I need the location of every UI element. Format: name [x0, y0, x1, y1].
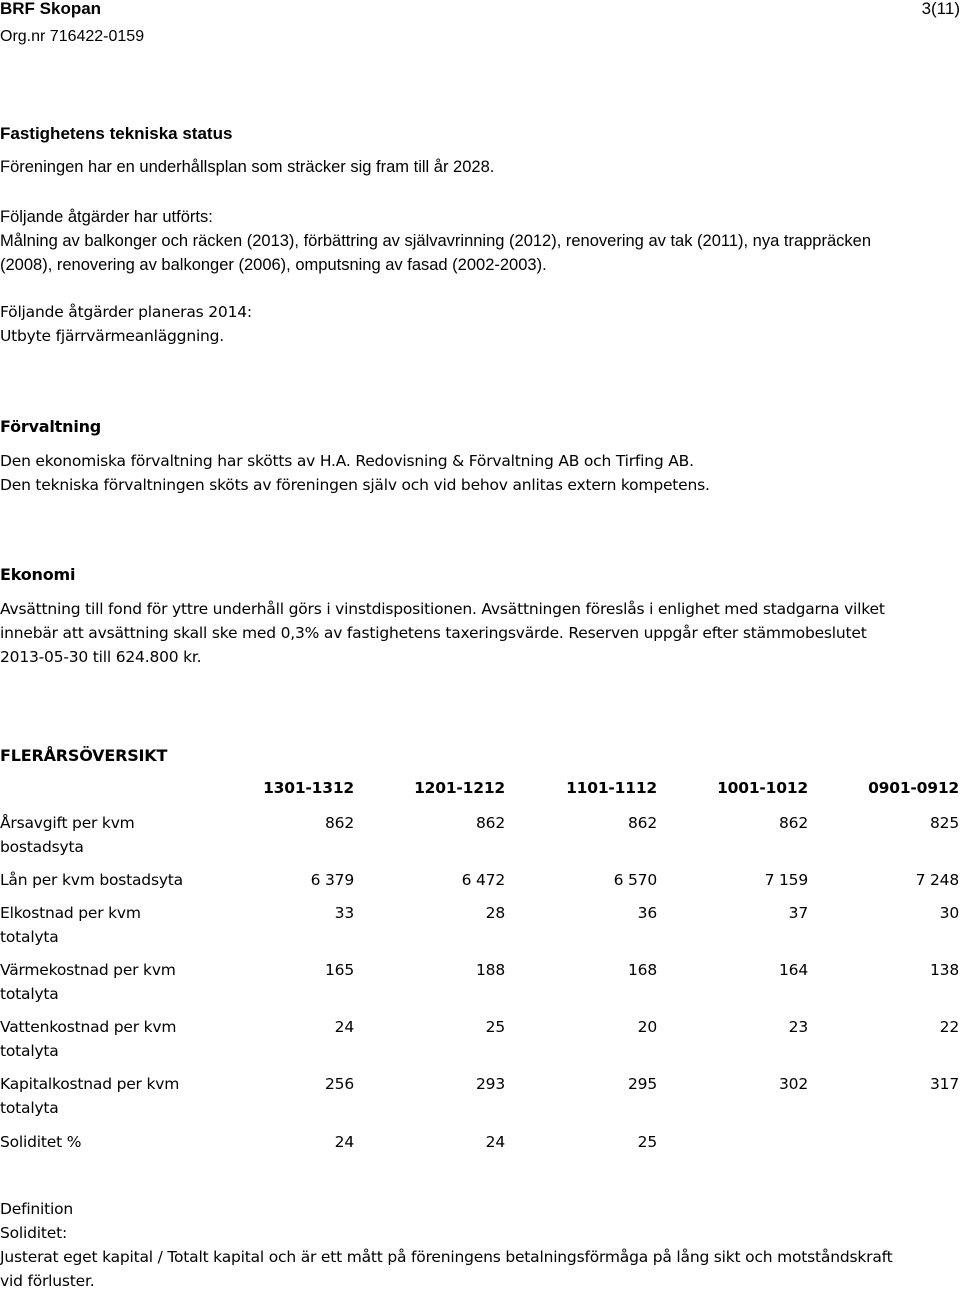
- section-heading-technical-status: Fastighetens tekniska status: [0, 124, 233, 143]
- table-cell: 24: [334, 1133, 354, 1151]
- definition-block: [0, 1197, 960, 1293]
- maintenance-plan-text: Föreningen har en underhållsplan som sträcker sig fram till år 2028.: [0, 158, 495, 176]
- planned-actions-intro: Följande åtgärder planeras 2014:: [0, 303, 252, 321]
- table-cell: 293: [476, 1075, 505, 1093]
- table-cell: 825: [930, 814, 959, 832]
- table-cell: 20: [637, 1018, 657, 1036]
- organization-number: Org.nr 716422-0159: [0, 28, 145, 45]
- table-cell: 30: [939, 904, 959, 922]
- definition-text: Justerat eget kapital / Totalt kapital och är ett mått på föreningens betalningsförmåga på lång sikt och motståndskraft: [0, 1248, 893, 1266]
- table-cell: 23: [788, 1018, 808, 1036]
- row-label: Värmekostnad per kvm totalyta: [0, 961, 176, 1003]
- economy-paragraph: [0, 597, 960, 669]
- planned-actions-paragraph: [0, 300, 960, 348]
- section-heading-multi-year-overview: FLERÅRSÖVERSIKT: [0, 746, 168, 765]
- table-cell: 138: [930, 961, 959, 979]
- table-cell: 7 248: [915, 871, 959, 889]
- table-cell: 28: [485, 904, 505, 922]
- table-cell: 164: [779, 961, 808, 979]
- completed-actions-paragraph: [0, 205, 960, 277]
- definition-term: Soliditet:: [0, 1224, 67, 1242]
- table-cell: 6 570: [613, 871, 657, 889]
- definition-heading: Definition: [0, 1200, 74, 1218]
- economy-line: 2013-05-30 till 624.800 kr.: [0, 648, 202, 666]
- row-label: Kapitalkostnad per kvm totalyta: [0, 1075, 180, 1117]
- definition-text: vid förluster.: [0, 1272, 95, 1290]
- table-cell: 165: [325, 961, 354, 979]
- table-cell: 6 379: [310, 871, 354, 889]
- table-cell: 256: [325, 1075, 354, 1093]
- table-cell: 168: [628, 961, 657, 979]
- row-label: Årsavgift per kvm bostadsyta: [0, 814, 135, 856]
- completed-actions-line: Målning av balkonger och räcken (2013), förbättring av självavrinning (2012), renovering av tak (2011), nya trappräcken: [0, 232, 872, 250]
- table-cell: 24: [334, 1018, 354, 1036]
- row-label: Vattenkostnad per kvm totalyta: [0, 1018, 177, 1060]
- table-cell: 188: [476, 961, 505, 979]
- table-cell: 25: [485, 1018, 505, 1036]
- economy-line: Avsättning till fond för yttre underhåll görs i vinstdispositionen. Avsättningen föreslås i enlighet med stadgarna vilket: [0, 600, 885, 618]
- column-header: 0901-0912: [868, 779, 959, 797]
- table-cell: 6 472: [461, 871, 505, 889]
- row-label: Soliditet %: [0, 1133, 82, 1151]
- organization-name: BRF Skopan: [0, 0, 102, 18]
- table-cell: 37: [788, 904, 808, 922]
- economy-line: innebär att avsättning skall ske med 0,3% av fastighetens taxeringsvärde. Reserven uppgår efter stämmobeslutet: [0, 624, 867, 642]
- column-header: 1001-1012: [717, 779, 808, 797]
- table-cell: 7 159: [764, 871, 808, 889]
- management-line: Den ekonomiska förvaltning har skötts av H.A. Redovisning & Förvaltning AB och Tirfing AB.: [0, 452, 694, 470]
- row-label: Lån per kvm bostadsyta: [0, 871, 183, 889]
- table-cell: 25: [637, 1133, 657, 1151]
- management-line: Den tekniska förvaltningen sköts av föreningen själv och vid behov anlitas extern kompetens.: [0, 476, 710, 494]
- column-header: 1201-1212: [414, 779, 505, 797]
- completed-actions-line: (2008), renovering av balkonger (2006), omputsning av fasad (2002-2003).: [0, 256, 547, 274]
- section-heading-economy: Ekonomi: [0, 565, 76, 584]
- column-header: 1101-1112: [566, 779, 657, 797]
- row-label: Elkostnad per kvm totalyta: [0, 904, 141, 946]
- section-heading-management: Förvaltning: [0, 417, 102, 436]
- column-header: 1301-1312: [263, 779, 354, 797]
- page-number: 3(11): [921, 0, 960, 18]
- table-cell: 24: [485, 1133, 505, 1151]
- management-paragraph: [0, 449, 960, 497]
- table-cell: 862: [628, 814, 657, 832]
- planned-actions-line: Utbyte fjärrvärmeanläggning.: [0, 327, 225, 345]
- table-cell: 36: [637, 904, 657, 922]
- table-cell: 862: [325, 814, 354, 832]
- table-cell: 302: [779, 1075, 808, 1093]
- completed-actions-intro: Följande åtgärder har utförts:: [0, 208, 213, 226]
- table-cell: 33: [334, 904, 354, 922]
- table-cell: 862: [476, 814, 505, 832]
- table-cell: 22: [939, 1018, 959, 1036]
- table-cell: 317: [930, 1075, 959, 1093]
- table-cell: 295: [628, 1075, 657, 1093]
- table-cell: 862: [779, 814, 808, 832]
